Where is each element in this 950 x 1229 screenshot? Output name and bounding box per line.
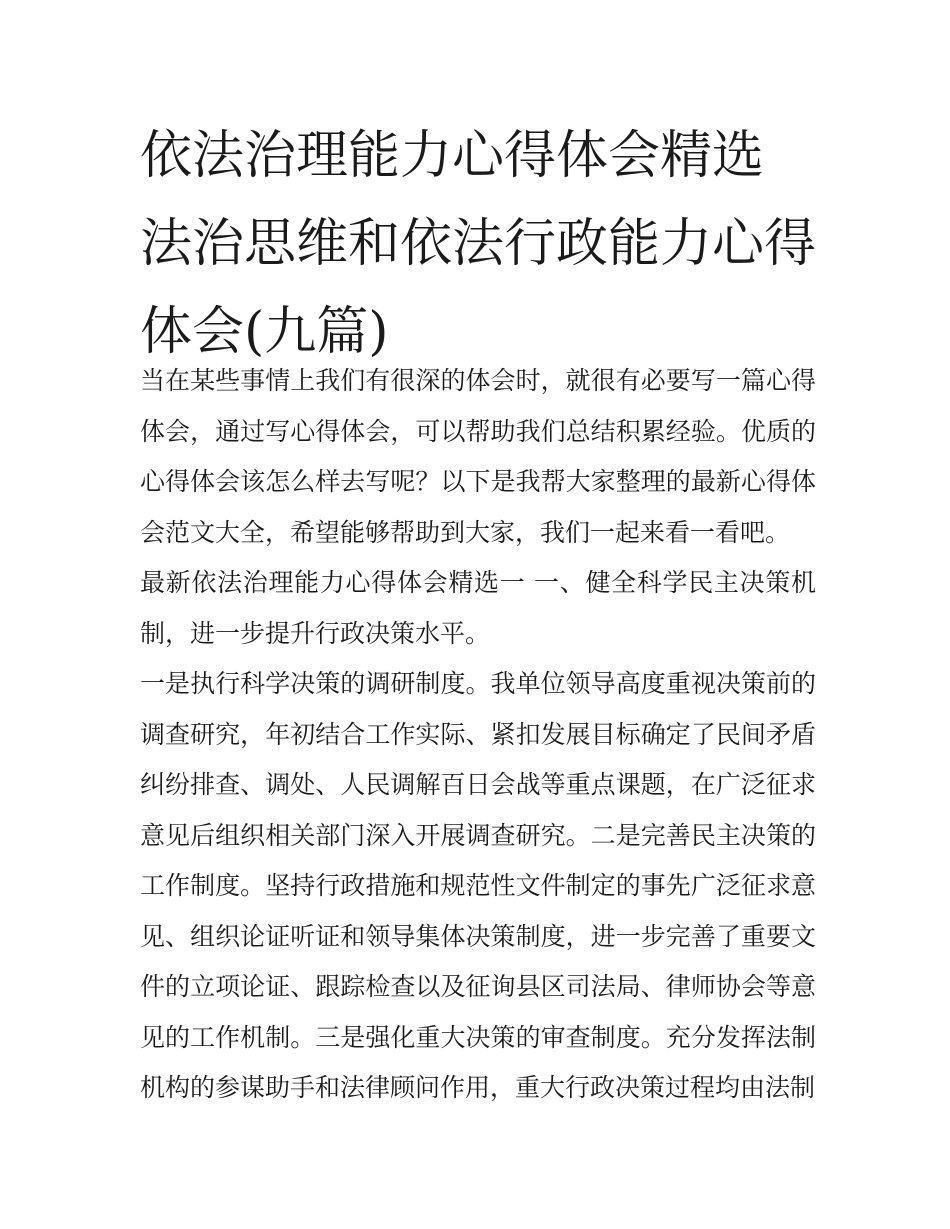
document-body — [140, 356, 816, 1114]
intro-paragraph: 当在某些事情上我们有很深的体会时，就很有必要写一篇心得体会，通过写心得体会，可以帮助我们总结积累经验。优质的心得体会该怎么样去写呢？以下是我帮大家整理的最新心得体会范文大全，希望能够帮助到大家，我们一起来看一看吧。 — [140, 366, 816, 547]
document-title: 依法治理能力心得体会精选 法治思维和依法行政能力心得体会(九篇) — [140, 126, 817, 362]
section-heading-paragraph: 最新依法治理能力心得体会精选一 一、健全科学民主决策机制，进一步提升行政决策水平。 — [140, 568, 816, 648]
content-paragraph: 一是执行科学决策的调研制度。我单位领导高度重视决策前的调查研究，年初结合工作实际、紧扣发展目标确定了民间矛盾纠纷排查、调处、人民调解百日会战等重点课题，在广泛征求意见后组织相关部门深入开展调查研究。二是完善民主决策的工作制度。坚持行政措施和规范性文件制定的事先广泛征求意见、组织论证听证和领导集体决策制度，进一步完善了重要文件的立项论证、跟踪检查以及征询县区司法局、律师协会等意见的工作机制。三是强化重大决策的审查制度。充分发挥法制机构的参谋助手和法律顾问作用，重大行政决策过程均由法制 — [140, 669, 816, 1102]
